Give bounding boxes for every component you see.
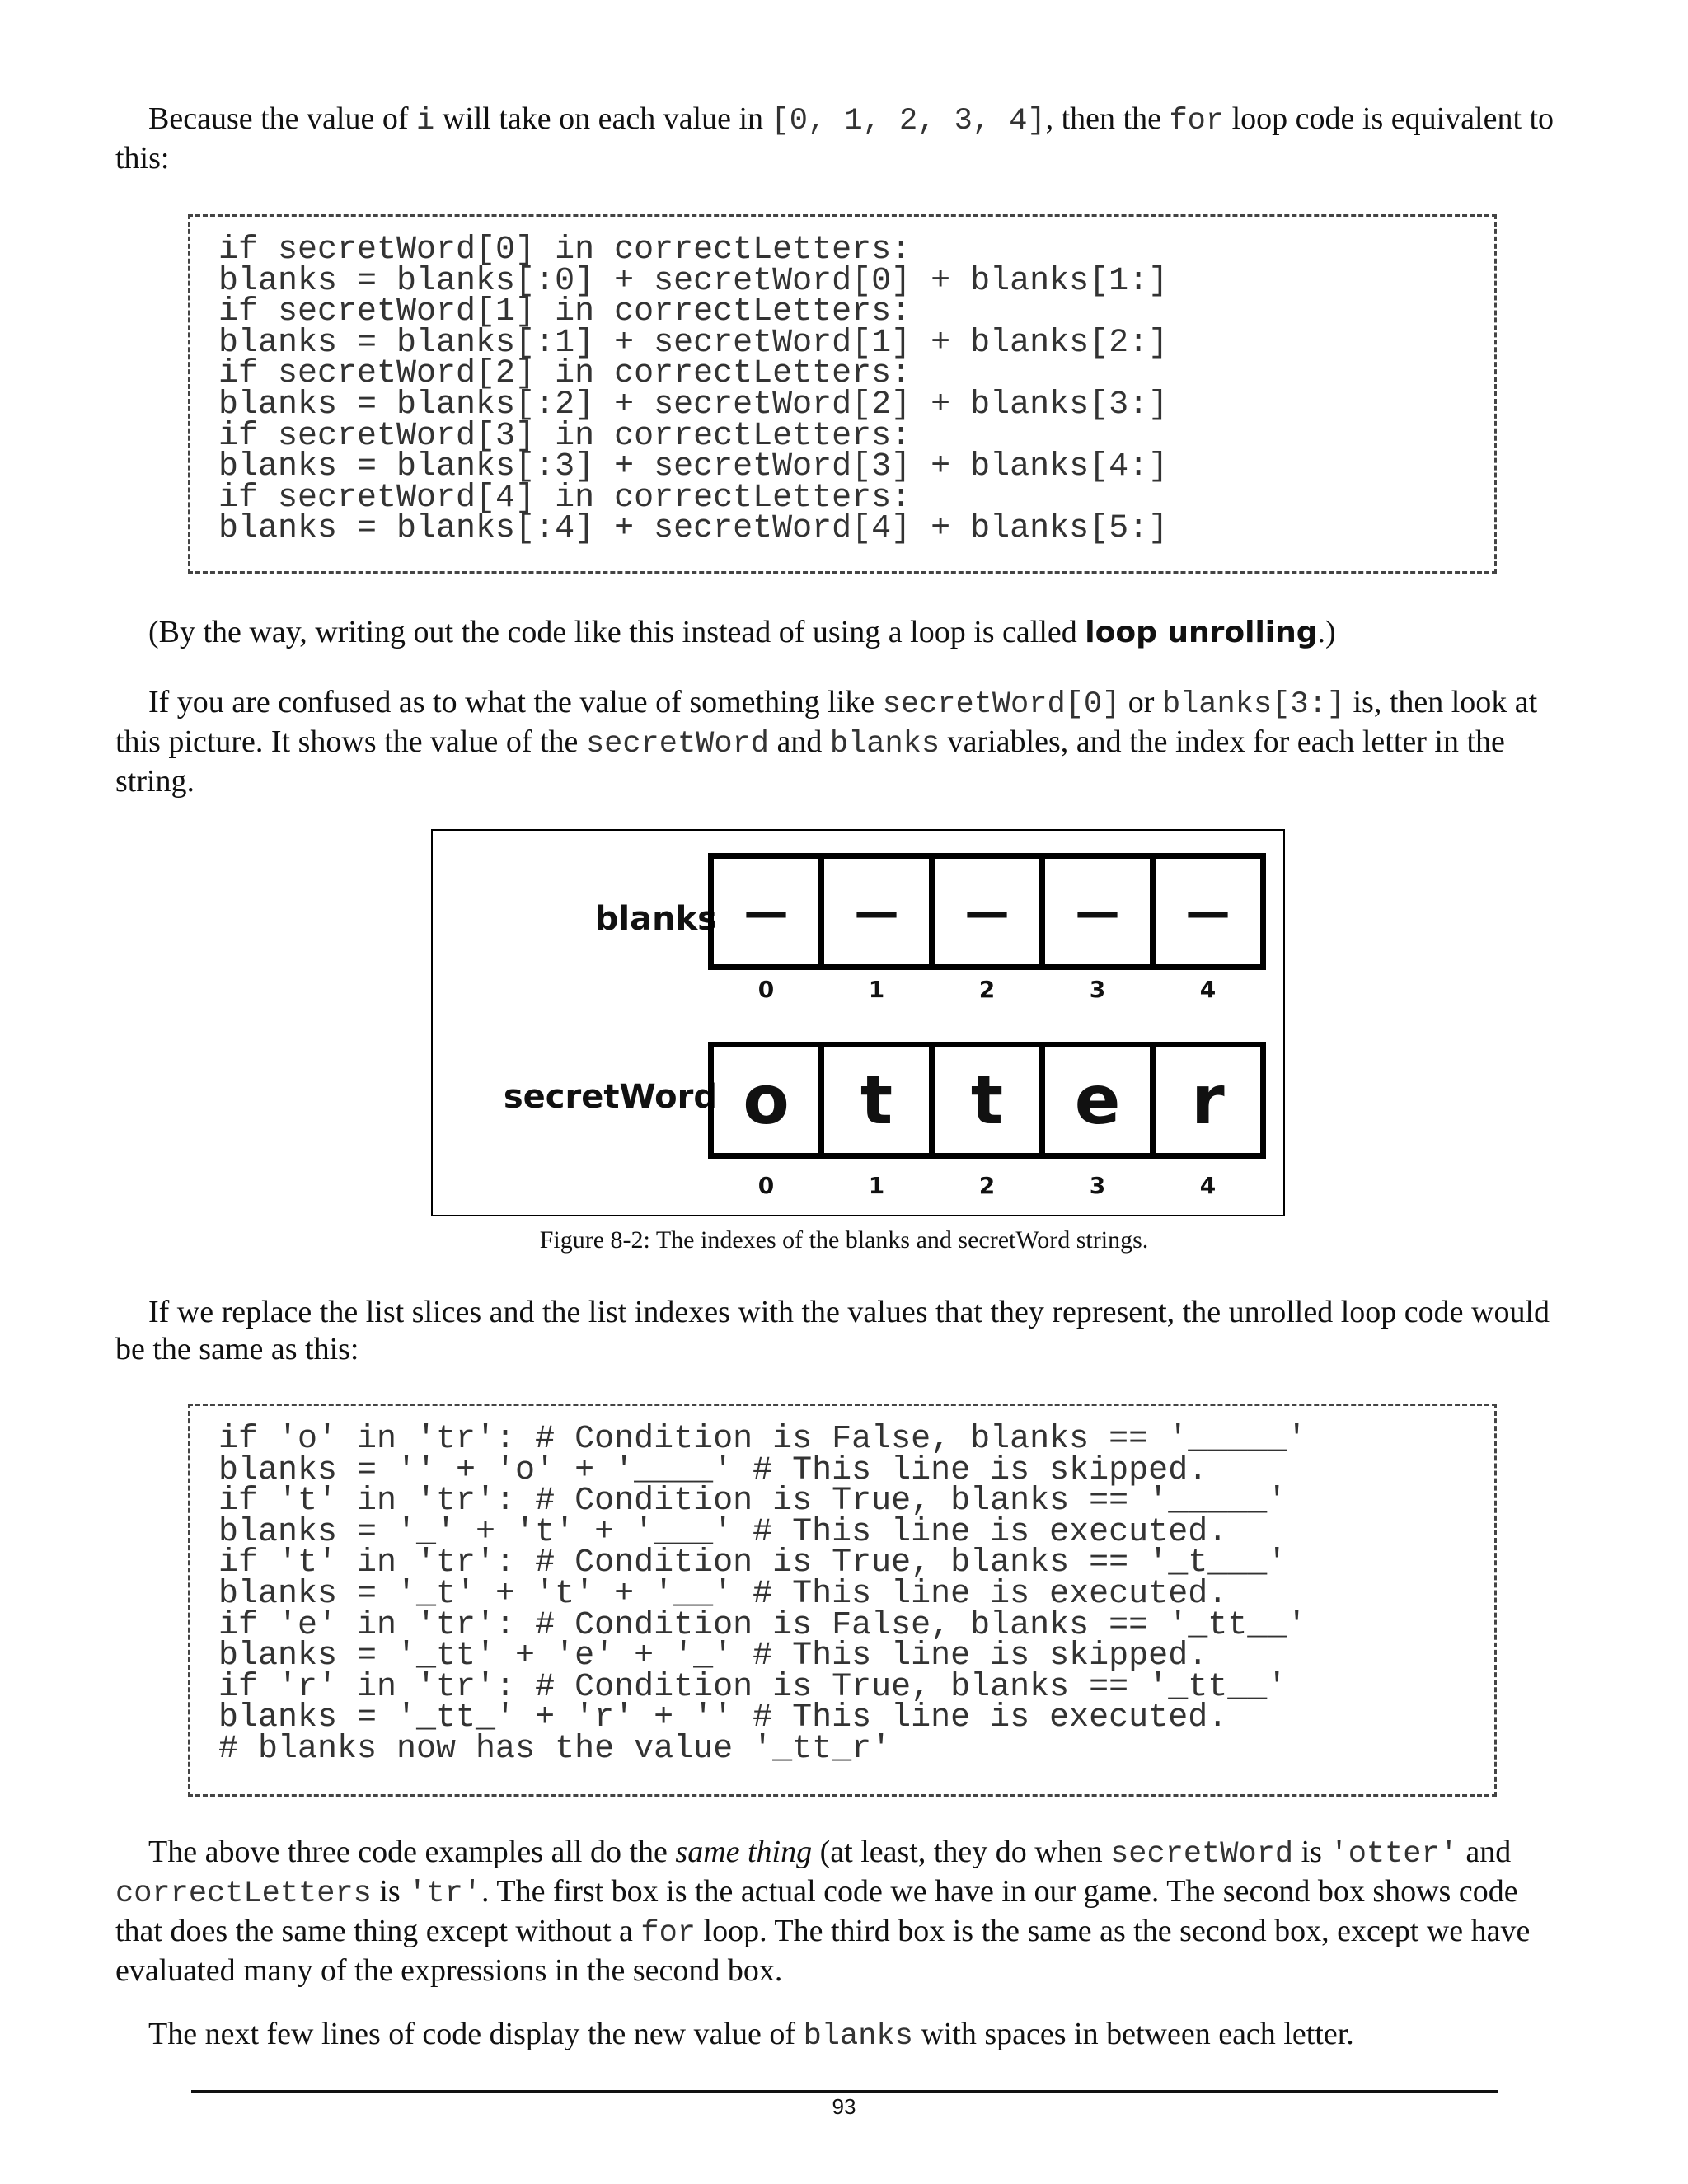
code-listing: if 'o' in 'tr': # Condition is False, blanks == '_____' blanks = '' + 'o' + '____' # This line is skipped. if 't' in 'tr': # Condition is True, blanks == '_____' blanks = '_' + 't' + '___' # This line is executed. if 't' in 'tr': # Condition is True, blanks == '_t___' blanks = '_t' + 't' + '__' # This line is executed. if 'e' in 'tr': # Condition is False, blanks == '_tt__' blanks = '_tt' + 'e' + '_' # This line is skipped. if 'r' in 'tr': # Condition is True, blanks == '_tt__' blanks = '_tt_' + 'r' + '' # This line is executed. # blanks now has the value '_tt_r' <box>218 1421 1307 1768</box>
secretword-index: 1 <box>868 1172 885 1199</box>
secretword-index: 2 <box>978 1172 996 1199</box>
secretword-cell: o <box>708 1042 824 1159</box>
inline-code: 'tr' <box>408 1877 482 1911</box>
text: Because the value of <box>148 101 416 136</box>
blanks-cell: — <box>1039 853 1156 970</box>
text: will take on each value in <box>434 101 771 136</box>
secretword-label: secretWord <box>503 1078 717 1116</box>
paragraph-for-loop-intro <box>115 101 1562 177</box>
page-number: 93 <box>832 2094 856 2119</box>
blanks-index: 1 <box>868 976 885 1003</box>
secretword-index: 3 <box>1089 1172 1106 1199</box>
blanks-index: 3 <box>1089 976 1106 1003</box>
text: variables, and the index for each letter in the string. <box>115 724 1505 799</box>
blanks-index: 4 <box>1199 976 1217 1003</box>
blanks-index: 2 <box>978 976 996 1003</box>
text: . The first box is the actual code we have in our game. The second box shows code that does the same thing except without a <box>115 1874 1518 1948</box>
text: .) <box>1317 615 1336 649</box>
text: The next few lines of code display the new value of <box>148 2017 804 2051</box>
paragraph-next-lines <box>115 2016 1562 2055</box>
figure-caption: Figure 8-2: The indexes of the blanks and secretWord strings. <box>539 1226 1149 1254</box>
text: and <box>768 724 830 759</box>
inline-code: secretWord <box>585 727 769 762</box>
inline-code: secretWord <box>1110 1837 1294 1872</box>
secretword-cell: t <box>929 1042 1045 1159</box>
text: (at least, they do when <box>812 1835 1111 1869</box>
blanks-cell: — <box>1150 853 1266 970</box>
text: is <box>371 1874 409 1909</box>
paragraph-picture-intro <box>115 684 1562 800</box>
figure-string-indexes <box>431 829 1285 1216</box>
text: and <box>1457 1835 1512 1869</box>
inline-code: [0, 1, 2, 3, 4] <box>771 104 1046 138</box>
text: If you are confused as to what the value of something like <box>148 685 883 719</box>
blanks-cell: — <box>929 853 1045 970</box>
text: loop code is equivalent to this: <box>115 101 1554 176</box>
footer-rule <box>191 2090 1498 2093</box>
code-box-evaluated <box>188 1404 1497 1797</box>
emphasis: same thing <box>675 1835 813 1869</box>
secretword-cell: r <box>1150 1042 1266 1159</box>
inline-code: blanks[3:] <box>1161 687 1345 722</box>
blanks-label: blanks <box>594 900 717 938</box>
blanks-index: 0 <box>757 976 775 1003</box>
text: or <box>1120 685 1162 719</box>
text: is, then look at this picture. It shows the value of the <box>115 685 1538 759</box>
code-listing: if secretWord[0] in correctLetters: blanks = blanks[:0] + secretWord[0] + blanks[1:] if secretWord[1] in correctLetters: blanks = blanks[:1] + secretWord[1] + blanks[2:] if secretWord[2] in correctLetters: blanks = blanks[:2] + secretWord[2] + blanks[3:] if secretWord[3] in correctLetters: blanks = blanks[:3] + secretWord[3] + blanks[4:] if secretWord[4] in correctLetters: blanks = blanks[:4] + secretWord[4] + blanks[5:] <box>218 232 1169 548</box>
text: If we replace the list slices and the list indexes with the values that they represent, the unrolled loop code would be the same as this: <box>115 1295 1550 1366</box>
inline-code: blanks <box>803 2019 913 2054</box>
blanks-cell: — <box>818 853 935 970</box>
secretword-cell: t <box>818 1042 935 1159</box>
text: (By the way, writing out the code like this instead of using a loop is called <box>148 615 1085 649</box>
inline-code: for <box>640 1916 696 1951</box>
paragraph-replace-slices <box>115 1294 1562 1368</box>
term-bold: loop unrolling <box>1085 616 1318 649</box>
text: loop. The third box is the same as the second box, except we have evaluated many of the expressions in the second box. <box>115 1914 1531 1988</box>
text: , then the <box>1045 101 1170 136</box>
inline-code: secretWord[0] <box>882 687 1121 722</box>
secretword-index: 0 <box>757 1172 775 1199</box>
inline-code: 'otter' <box>1329 1837 1458 1872</box>
inline-code: correctLetters <box>115 1877 372 1911</box>
text: is <box>1293 1835 1330 1869</box>
inline-code: blanks <box>829 727 940 762</box>
text: with spaces in between each letter. <box>912 2017 1354 2051</box>
inline-code: i <box>415 104 435 138</box>
paragraph-loop-unrolling <box>115 614 1562 651</box>
blanks-cell: — <box>708 853 824 970</box>
code-box-unrolled <box>188 214 1497 574</box>
secretword-cell: e <box>1039 1042 1156 1159</box>
secretword-index: 4 <box>1199 1172 1217 1199</box>
text: The above three code examples all do the <box>148 1835 676 1869</box>
inline-code: for <box>1169 104 1225 138</box>
paragraph-same-thing <box>115 1834 1562 1990</box>
